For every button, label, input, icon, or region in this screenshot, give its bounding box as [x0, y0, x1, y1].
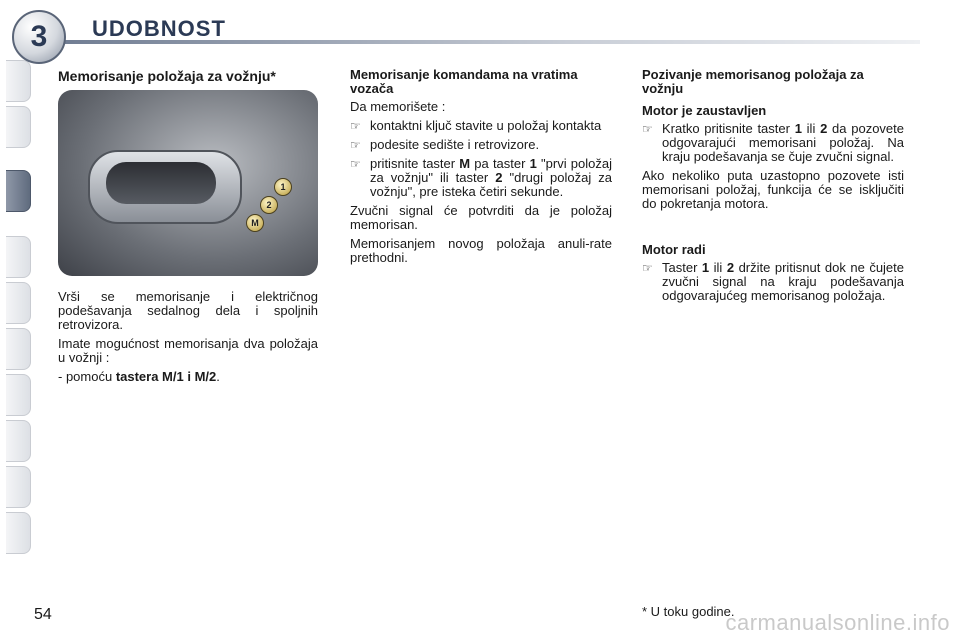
paragraph: Vrši se memorisanje i električnog podešavanja sedalnog dela i spoljnih retrovizora.: [58, 289, 318, 332]
chapter-tab[interactable]: [6, 236, 31, 278]
chapter-tab[interactable]: [6, 106, 31, 148]
watermark: carmanualsonline.info: [725, 610, 950, 635]
section-heading: Memorisanje komandama na vratima vozača: [350, 67, 578, 96]
column-recall: [642, 68, 904, 308]
section-heading: Memorisanje položaja za vožnju*: [58, 68, 276, 84]
chapter-tab[interactable]: [6, 420, 31, 462]
section-heading: Pozivanje memorisanog položaja za vožnju: [642, 67, 864, 96]
chapter-tab-active[interactable]: [6, 170, 31, 212]
memory-button-2: 2: [260, 196, 278, 214]
subheading-engine-running: Motor radi: [642, 242, 706, 257]
pointing-hand-icon: ☞: [350, 119, 361, 133]
bullet-item: ☞ Kratko pritisnite taster 1 ili 2 da pozovete odgovarajući memorisani položaj. Na kraju podešavanja se čuje zvučni signal.: [642, 121, 905, 164]
pointing-hand-icon: ☞: [642, 122, 653, 136]
chapter-badge: [12, 10, 66, 64]
paragraph: Ako nekoliko puta uzastopno pozovete isti memorisani položaj, funkcija će se isključiti do pokretanja motora.: [642, 168, 904, 211]
paragraph: Imate mogućnost memorisanja dva položaja u vožnji :: [58, 336, 318, 365]
chapter-tab[interactable]: [6, 466, 31, 508]
chapter-tab[interactable]: [6, 60, 31, 102]
memory-button-1: 1: [274, 178, 292, 196]
bullet-item: ☞ podesite sedište i retrovizore.: [350, 137, 540, 152]
pointing-hand-icon: ☞: [350, 138, 361, 152]
door-handle-recess: [106, 162, 216, 204]
chapter-tab[interactable]: [6, 512, 31, 554]
chapter-title: UDOBNOST: [92, 16, 226, 41]
chapter-tab[interactable]: [6, 282, 31, 324]
column-memorisanje: [58, 68, 318, 389]
pointing-hand-icon: ☞: [642, 261, 653, 275]
paragraph: Zvučni signal će potvrditi da je položaj memorisan.: [350, 203, 612, 232]
pointing-hand-icon: ☞: [350, 157, 361, 171]
paragraph: Memorisanjem novog položaja anuli-rate prethodni.: [350, 236, 612, 265]
chapter-tab[interactable]: [6, 374, 31, 416]
page-number: 54: [34, 606, 52, 623]
bullet-item: ☞ kontaktni ključ stavite u položaj kontakta: [350, 118, 602, 133]
column-door-controls: [350, 68, 612, 270]
chapter-number: 3: [30, 20, 48, 53]
bullet-item: ☞ Taster 1 ili 2 držite pritisnut dok ne čujete zvučni signal na kraju podešavanja odgovarajućeg memorisanog položaja.: [642, 260, 905, 303]
chapter-tab-strip: [0, 60, 34, 580]
list-item: - pomoću tastera M/1 i M/2.: [58, 369, 220, 384]
bullet-item: ☞ pritisnite taster M pa taster 1 "prvi položaj za vožnju" ili taster 2 "drugi položaj za vožnju", pre isteka četiri sekunde.: [350, 156, 612, 199]
paragraph: Da memorišete :: [350, 99, 446, 114]
memory-button-m: M: [246, 214, 264, 232]
door-buttons-photo: [58, 90, 318, 276]
chapter-tab[interactable]: [6, 328, 31, 370]
footnote: * U toku godine.: [642, 604, 735, 619]
subheading-engine-off: Motor je zaustavljen: [642, 103, 767, 118]
